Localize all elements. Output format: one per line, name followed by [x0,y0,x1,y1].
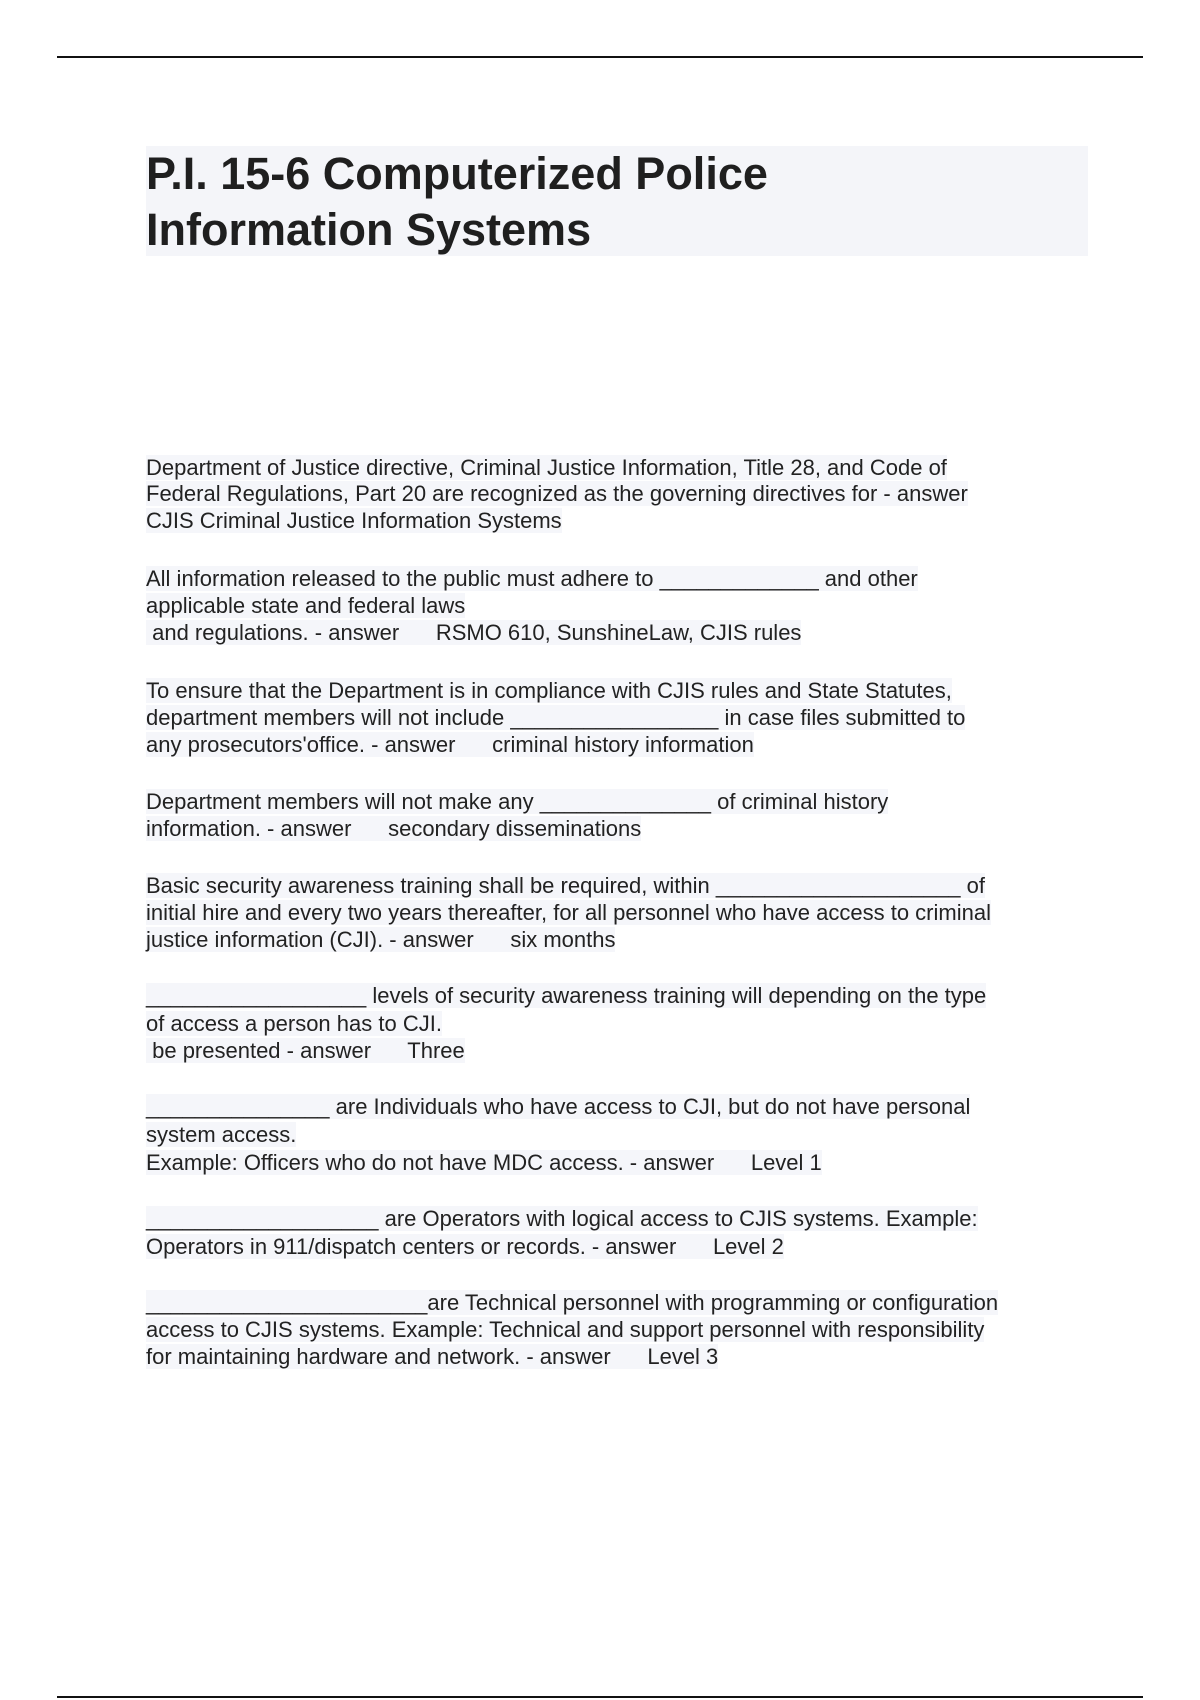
qa-line: justice information (CJI). - answer six months [146,927,616,952]
bottom-rule [57,1696,1143,1698]
qa-line: Department members will not make any ______________ of criminal history [146,789,889,814]
qa-line: Example: Officers who do not have MDC access. - answer Level 1 [146,1150,822,1175]
qa-line: To ensure that the Department is in compliance with CJIS rules and State Statutes, [146,678,952,703]
qa-line: Department of Justice directive, Criminal Justice Information, Title 28, and Code of [146,455,947,480]
qa-line: initial hire and every two years thereafter, for all personnel who have access to criminal [146,900,991,925]
qa-line: __________________ levels of security awareness training will depending on the type [146,983,987,1008]
qa-line: access to CJIS systems. Example: Technical and support personnel with responsibility [146,1317,985,1342]
document-title-line-1: P.I. 15-6 Computerized Police [146,148,768,199]
qa-line: All information released to the public must adhere to _____________ and other [146,566,918,591]
qa-line: and regulations. - answer RSMO 610, SunshineLaw, CJIS rules [146,620,802,645]
qa-line: be presented - answer Three [146,1038,465,1063]
qa-line: Federal Regulations, Part 20 are recognized as the governing directives for - answer [146,481,968,506]
qa-line: information. - answer secondary disseminations [146,816,642,841]
qa-line: applicable state and federal laws [146,593,466,618]
qa-line: for maintaining hardware and network. - answer Level 3 [146,1344,719,1369]
qa-line: _______________ are Individuals who have access to CJI, but do not have personal [146,1094,971,1119]
qa-line: department members will not include _________________ in case files submitted to [146,705,966,730]
qa-line: Operators in 911/dispatch centers or records. - answer Level 2 [146,1234,784,1259]
qa-line: system access. [146,1122,297,1147]
document-title-line-2: Information Systems [146,204,592,255]
qa-line: _______________________are Technical personnel with programming or configuration [146,1290,999,1315]
qa-line: CJIS Criminal Justice Information Systems [146,508,562,533]
qa-line: any prosecutors'office. - answer criminal history information [146,732,754,757]
qa-line: Basic security awareness training shall be required, within ____________________ of [146,873,985,898]
top-rule [57,56,1143,58]
qa-line: of access a person has to CJI. [146,1011,442,1036]
qa-line: ___________________ are Operators with logical access to CJIS systems. Example: [146,1206,978,1231]
